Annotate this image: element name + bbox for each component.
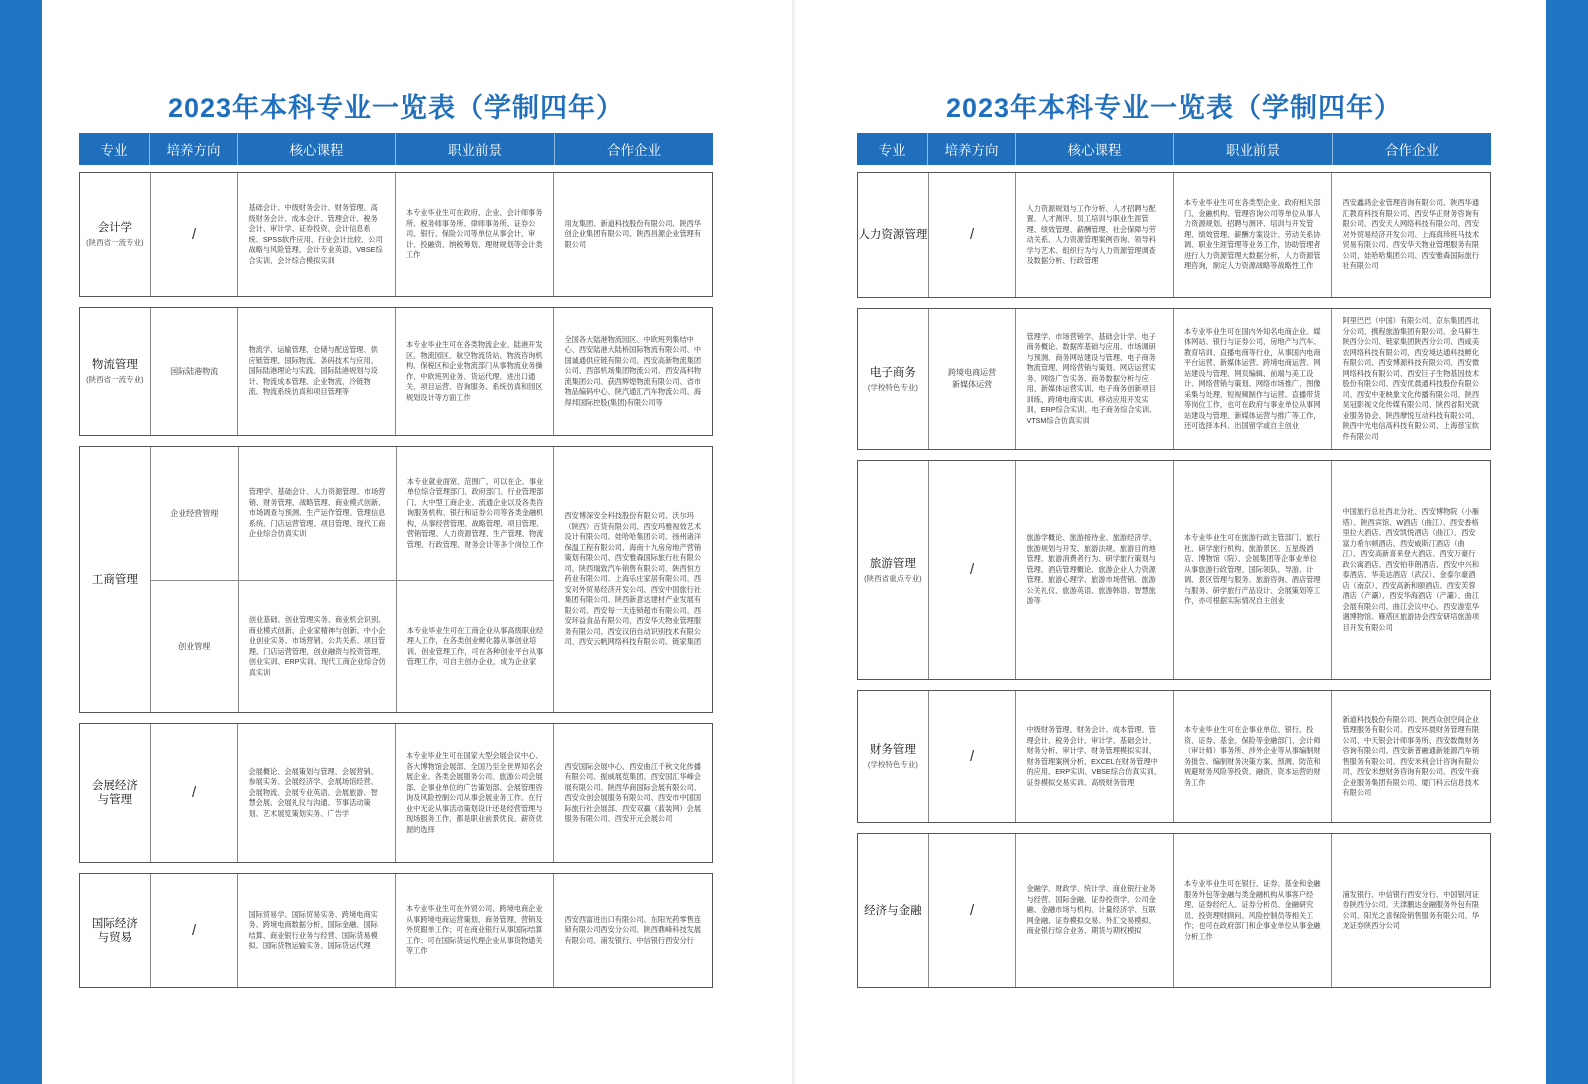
partners-cell: 浦发银行、中信银行西安分行、中国银河证券陕西分公司、天津鹏达金融服务外包有限公司、阳光之喜保险销售服务有限公司、华龙证券陕西分公司: [1342, 889, 1480, 930]
major-name: 经济与金融: [864, 904, 922, 917]
major-name: 物流管理: [91, 359, 138, 371]
major-tag: (学校特色专业): [867, 760, 918, 769]
table-row: [857, 172, 1491, 298]
major-cell: [80, 724, 151, 862]
direction-cell: 跨境电商运营 新媒体运营: [929, 309, 1017, 449]
direction-cell: /: [929, 834, 1017, 987]
partners-cell: 全国各大陆港物流园区、中欧班列集结中心、西安陆港大陆桥国际物流有限公司、中国诚通供应链有限公司、西安高新物流集团公司、西部机场集团物流公司、西安高科物流集团公司、获西辉煌物流有限公司、省市物品编码中心、陕汽通汇汽车物流公司、海得邦国际控股(集团)有限公司等: [564, 334, 702, 407]
direction-cell: 企业经营管理: [151, 447, 239, 580]
table-row: [857, 308, 1491, 450]
header-major: 专业: [79, 133, 150, 165]
table-row: [79, 172, 713, 297]
header-major: 专业: [857, 133, 928, 165]
prospects-cell: 本专业毕业生可在国家大型会展会议中心、各大博物馆会展部、全国乃至全世界知名会展企业、各类会展服务公司、旅游公司会展部、企事业单位的广告策划部、会展管理咨询及风险控制公司从事会展业务工作。在行业中无论从事活动策划设计还是经营管理与现场服务工作，都是职业前景优良、薪资优渥的选择: [396, 724, 555, 862]
table-header: [857, 133, 1491, 165]
major-cell: [858, 691, 929, 822]
prospects-cell: 本专业毕业生可在外贸公司、跨境电商企业从事跨境电商运营策划、商务管理、营销及外贸跟单工作；可在商业银行从事国际结算工作；可在国际货运代理企业从事货物通关等工作: [396, 874, 555, 987]
major-cell: [858, 834, 929, 987]
major-name: 旅游管理: [869, 557, 916, 570]
page-spine: [792, 0, 796, 1084]
prospects-cell: 本专业毕业生可在各类型企业、政府相关部门、金融机构、管理咨询公司等单位从事人力资源规划、招聘与测评、培训与开发管理、绩效管理、薪酬方案设计、劳动关系协调、职业生涯管理等业务工作，协助管理者进行人力资源管理大数据分析，人力资源管理咨询，制定人力资源战略等战略性工作: [1174, 173, 1333, 297]
direction-cell: /: [929, 691, 1017, 822]
page-title: 2023年本科专业一览表（学制四年）: [167, 93, 625, 123]
major-name: 财务管理: [869, 744, 916, 756]
direction-cell: /: [151, 724, 239, 862]
partners-cell: 用友集团、新道科技股份有限公司、陕西华创企业集团有限公司、陕西昌源企业管理有限公司: [564, 218, 702, 249]
direction-cell: 国际陆港物流: [151, 308, 239, 435]
direction-cell: /: [929, 461, 1017, 679]
major-cell: [858, 173, 929, 297]
sub-rows: [151, 447, 555, 712]
direction-cell: /: [151, 874, 239, 987]
table-row: [857, 690, 1491, 823]
header-partners: 合作企业: [1385, 143, 1439, 158]
partners-cell: 西安鑫鸿企业管理咨询有限公司、陕西华通汇教育科技有限公司、西安华正财务咨询有限公司、西安天人网络科技有限公司、西安对外贸易经济开发公司、上海真珍班马技术贸易有限公司、西安华天物业管理服务有限公司、娃哈哈集团公司、西安雅森国际旅行社有限公司: [1342, 198, 1480, 271]
header-courses: 核心课程: [1016, 133, 1174, 165]
header-courses: 核心课程: [238, 133, 396, 165]
prospects-cell: 本专业毕业生可在工商企业从事高级职业经理人工作，在各类创业孵化器从事创业培训、创业管理工作，可在各种创业平台从事管理工作，可自主创办企业，成为企业家: [406, 625, 544, 666]
major-cell: [80, 874, 151, 987]
courses-cell: 中级财务管理、财务会计、成本管理、管理会计、税务会计、审计学、基础会计、财务分析、审计学、财务管理模拟实训、财务管理案例分析、EXCEL在财务管理中的应用、ERP实训、VBSE综合仿真实训、证券模拟交易实训、高级财务管理: [1016, 691, 1174, 822]
table-row: [79, 723, 713, 863]
courses-cell: 金融学、财政学、统计学、商业银行业务与经营、国际金融、证券投资学、公司金融、金融市场与机构、计量经济学、互联网金融、证券模拟交易、外汇交易模拟、商业银行综合业务、期货与期权模拟: [1016, 834, 1174, 987]
table-header: [79, 133, 713, 165]
header-prospects: 职业前景: [396, 133, 555, 165]
courses-cell: 旅游学概论、旅游接待业、旅游经济学、旅游规划与开发、旅游法规、旅游目的地管理、旅游消费者行为、研学旅行策划与管理、酒店管理概论、旅游企业人力资源管理、旅游心理学、旅游市场营销、旅游公关礼仪、旅游英语、旅游韩语、智慧旅游等: [1016, 461, 1174, 679]
courses-cell: 会展概论、会展策划与管理、会展营销、参展实务、会展经济学、会展场馆经营、会展物流、会展专业英语、会展旅游、智慧会展、会展礼仪与沟通、节事活动策划、艺术展览策划实务、广告学: [238, 724, 396, 862]
major-tag: (学校特色专业): [867, 382, 918, 392]
courses-cell: 管理学、市场营销学、基础会计学、电子商务概论、数据库基础与应用、市场调研与预测、商务网站建设与管理、电子商务物流管理、网络营销与策划、网店运营实务、网络广告实务、商务数据分析与应用、新媒体运营实训、电子商务创新项目训练、跨境电商实训、移动应用开发实训、ERP综合实训、电子商务综合实训、VTSM综合仿真实训: [1016, 309, 1174, 449]
partners-cell: 阿里巴巴（中国）有限公司、京东集团西北分公司、携程旅游集团有限公司、金马鲜生陕西分公司、链家集团陕西分公司、西咸美农网络科技有限公司、西安境达通科技孵化有限公司、西安博源科技有限公司、西安微网络科技有限公司、西安巨子生物基因技术股份有限公司、西安优晨通科技股份有限公司、西安中亚映象文化传播有限公司、陕西昊冠影视文化传媒有限公司、陕西省阳光就业服务协会、陕西摩悦互动科技有限公司、陕西中光电信高科技有限公司、上海慈宝软件有限公司: [1342, 316, 1480, 441]
table-row: [857, 460, 1491, 680]
header-direction: 培养方向: [150, 133, 238, 165]
header-prospects: 职业前景: [1174, 133, 1333, 165]
major-name: 会计学: [97, 222, 133, 234]
major-name: 国际经济与贸易: [91, 917, 138, 944]
sub-row-container: [151, 447, 555, 712]
header-direction: 培养方向: [928, 133, 1016, 165]
partners-cell: 新道科技股份有限公司、陕西众创空间企业管理服务有限公司、西安环晨财务管理有限公司、中天银会计师事务所、西安数微财务咨询有限公司、西安新普融通新能源汽车销售服务有限公司、西安米利会计咨询有限公司、西安米想财务咨询有限公司、西安牛商企业服务集团有限公司、厦门科云信息技术有限公司: [1342, 714, 1480, 797]
table-row: [79, 446, 713, 713]
table-row: [857, 833, 1491, 988]
prospects-cell: 本专业毕业生可在旅游行政主管部门、旅行社、研学旅行机构、旅游景区、五星级酒店、博物馆（院）、会展集团等企事业单位从事旅游行政管理、国际领队、导游、计调、景区管理与服务、旅游咨询、酒店管理与服务、研学旅行产品设计、会展策划等工作，亦可根据实际情况自主创业: [1174, 461, 1333, 679]
page-title: 2023年本科专业一览表（学制四年）: [945, 93, 1403, 123]
left-blue-border: [0, 0, 42, 1084]
sub-row: [151, 447, 555, 580]
prospects-cell: 本专业毕业生可在国内外知名电商企业、媒体网站、银行与证券公司、房地产与汽车、教育培训、直播电商等行业，从事国内电商平台运营、新媒体运营、跨境电商运营、网站建设与管理、网页编辑、前端与美工设计、网络营销与策划、网络市场推广、图像采集与处理、短视频制作与运营、直播带货等岗位工作，也可在政府与事业单位从事网站建设与管理、新媒体运营与推广等工作，还可选择本科、出国留学或自主创业: [1174, 309, 1333, 449]
partners-cell: 西安国际会展中心、西安曲江千秋文化传播有限公司、振威展览集团、西安国汇华峰会展有限公司、陕西华商国际会展有限公司、西安众创会展服务有限公司、西安市中国国际旅行社会展部、西安双赢（蓝装网）会展服务有限公司、西安开元会展公司: [564, 761, 702, 823]
table-row: [79, 307, 713, 436]
prospects-cell: 本专业就业面宽、范围广，可以在企、事业单位综合管理部门、政府部门、行业管理部门、大中型工商企业、流通企业以及各类咨询服务机构、银行和证券公司等各类金融机构，从事经营管理、战略管理、项目管理、营销管理、人力资源管理、生产管理、物流管理、行政管理、财务会计等多个岗位工作: [406, 476, 544, 549]
courses-cell: 人力资源规划与工作分析、人才招聘与配置、人才测评、员工培训与职业生涯管理、绩效管理、薪酬管理、社会保障与劳动关系、人力资源管理案例咨询、领导科学与艺术、组织行为与人力资源管理调查及数据分析、行政管理: [1016, 173, 1174, 297]
major-cell: [858, 309, 929, 449]
prospects-cell: 本专业毕业生可在各类物流企业、陆港开发区、物流园区、航空物流货站、物流咨询机构、保税区和企业物流部门从事物流业务操作、中欧班列业务、货运代理、进出口通关、项目运营、咨询服务、系统仿真和园区规划设计等方面工作: [396, 308, 555, 435]
courses-cell: 物流学、运输管理、仓储与配送管理、供应链管理、国际物流、条码技术与应用、国际陆港理论与实践、国际陆港规划与设计、物流成本管理、企业物流、冷链物流、物流系统仿真和项目管理等: [238, 308, 396, 435]
direction-cell: /: [929, 173, 1017, 297]
table-row: [79, 873, 713, 988]
major-cell: [858, 461, 929, 679]
major-cell: [80, 173, 151, 296]
partners-cell: 西安西富进出口有限公司、东阳光药零售连锁有限公司西安分公司、陕西鼎峰科技发展有限公司、浦发银行、中信银行西安分行: [564, 914, 702, 945]
major-cell: [80, 447, 151, 712]
major-name: 会展经济与管理: [91, 780, 138, 806]
prospects-cell: 本专业毕业生可在企事业单位、银行、投资、证券、基金、保险等金融部门、会计师（审计师）事务所、涉外企业等从事编制财务报告、编制财务决策方案、预测、防范和规避财务风险等投资、融资、资本运营的财务工作: [1174, 691, 1333, 822]
major-name: 电子商务: [869, 366, 916, 379]
major-name: 人力资源管理: [858, 229, 928, 241]
sub-row: [151, 580, 555, 712]
direction-cell: 创业管理: [151, 581, 239, 712]
major-cell: [80, 308, 151, 435]
courses-cell: 基础会计、中级财务会计、财务管理、高级财务会计、成本会计、管理会计、税务会计、审计学、证券投资、会计信息系统、SPSS软件应用、行业会计比较、公司战略与风险管理、会计专业英语、VBSE综合实训、会计综合模拟实训: [238, 173, 396, 296]
partners-cell: 中国旅行总社西北分社、西安博物院（小雁塔）、陕西宾馆、W酒店（曲江）、西安香格里拉大酒店、西安凯悦酒店（曲江）、西安富力希尔顿酒店、西安威斯汀酒店（曲江）、西安高新喜来登大酒店、西安万豪行政公寓酒店、西安铂菲朗酒店、西安中兴和泰酒店、华美达酒店（武汉）、金泰尔豪酒店（南京）、西安高新和颐酒店、西安芙蓉酒店（产灞）、西安华海酒店（产灞）、曲江会展有限公司、曲江会议中心、西安游览华遇博物馆、雁塔区旅游协会西安研培旅游项目开发有限公司: [1342, 507, 1480, 632]
courses-cell: 管理学、基础会计、人力资源管理、市场营销、财务管理、战略管理、商业模式创新、市场调查与预测、生产运作管理、管理信息系统、门店运营管理、项目管理、现代工商企业综合仿真实训: [239, 447, 397, 580]
major-name: 工商管理: [91, 573, 138, 586]
major-tag: (陕西省重点专业): [864, 573, 922, 583]
major-tag: (陕西省一流专业): [86, 375, 144, 384]
prospects-cell: 本专业毕业生可在银行、证券、基金和金融服务外包等金融与类金融机构从事客户经理、证券经纪人、证券分析员、金融研究员、投资理财顾问、风险控制员等相关工作；也可在政府部门和企事业单位从事金融分析工作: [1174, 834, 1333, 987]
courses-cell: 创业基础、创业管理实务、商业机会识别、商业模式创新、企业家精神与创新、中小企业创业实务、市场营销、公共关系、项目管理、门店运营管理、创业融资与投资管理、创业实训、ERP实训、现代工商企业综合仿真实训: [239, 581, 397, 712]
prospects-cell: 本专业毕业生可在政府、企业、会计师事务所、税务师事务所、律师事务所、证券公司、银行、保险公司等单位从事会计、审计、投融资、纳税筹划、理财规划等会计类工作: [396, 173, 555, 296]
courses-cell: 国际贸易学、国际贸易实务、跨境电商实务、跨境电商数据分析、国际金融、国际结算、商业银行业务与经营、国际货易模拟、国际货物运输实务、国际货运代理: [238, 874, 396, 987]
right-blue-border: [1546, 0, 1588, 1084]
partners-cell: 西安博深安全科技股份有限公司、沃尔玛（陕西）百货有限公司、西安玛雅视效艺术设计有限公司、娃哈哈集团公司、扬州诸洋保温工程有限公司、海南十九房房地产营销策划有限公司、西安雅森国际旅行社有限公司、陕西瑞致汽车销售有限公司、陕西恒方药业有限公司、上海乐庄家居有限公司、西安对外贸易经济开发公司、西安中国旅行社集团有限公司、陕西新意达建材产业发展有限公司、西安每一天连锁超市有限公司、西安环益食品有限公司、西安华天物业管理服务有限公司、西安汉佰自动识别技术有限公司、西安云帆网络科技有限公司、链家集团: [564, 511, 702, 647]
major-tag: (陕西省一流专业): [86, 238, 144, 247]
direction-cell: /: [151, 173, 239, 296]
header-partners: 合作企业: [607, 143, 661, 158]
